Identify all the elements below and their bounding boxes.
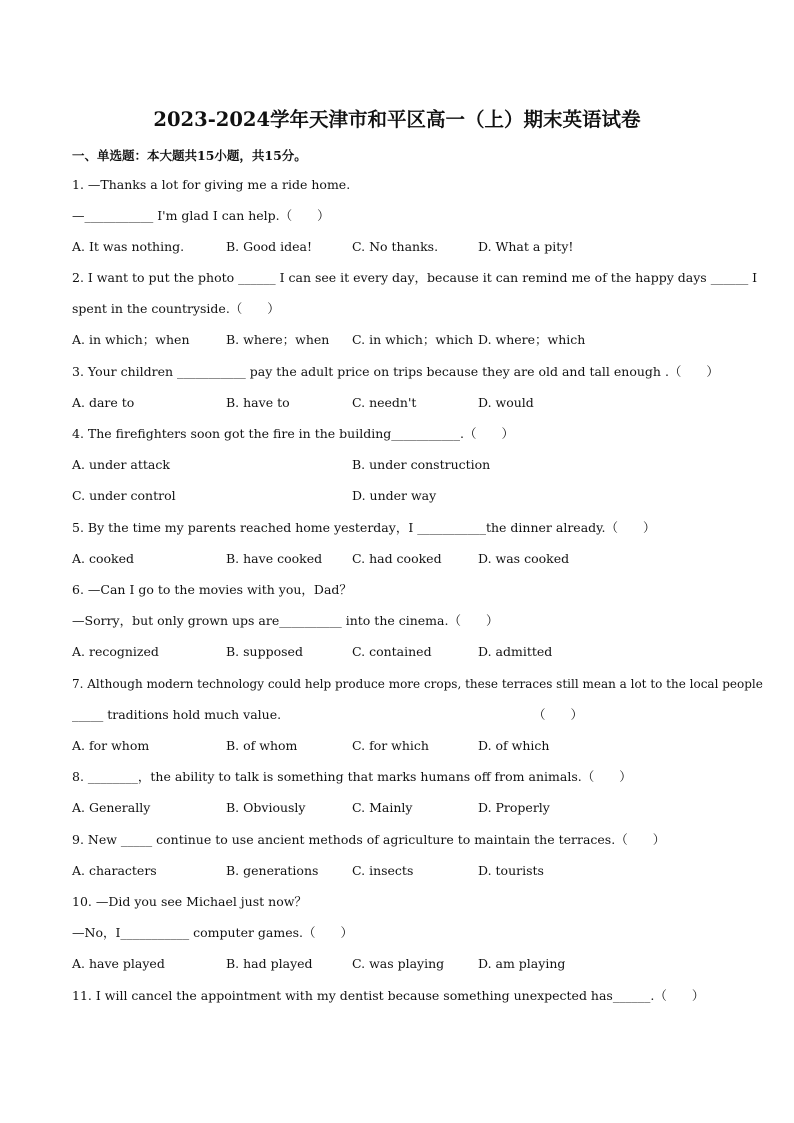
question-7-stem: 7. Although modern technology could help produce more crops, these terraces still mean a lot to the local people [72, 677, 763, 691]
question-3-stem: 3. Your children ___________ pay the adult price on trips because they are old and tall enough .（ ） [72, 364, 719, 379]
q9-option-b: B. generations [226, 863, 319, 878]
q6-option-b: B. supposed [226, 644, 303, 659]
q7-option-c: C. for which [352, 738, 429, 753]
q5-option-b: B. have cooked [226, 551, 323, 566]
question-5-stem: 5. By the time my parents reached home yesterday，I ___________the dinner already.（ ） [72, 520, 656, 535]
q5-option-a: A. cooked [72, 551, 134, 566]
question-6-reply: —Sorry，but only grown ups are__________ into the cinema.（ ） [72, 613, 499, 628]
q2-option-c: C. in which；which [352, 332, 474, 347]
q2-option-a: A. in which；when [72, 332, 190, 347]
question-11-stem: 11. I will cancel the appointment with my dentist because something unexpected has______.（ ） [72, 988, 705, 1003]
q8-option-b: B. Obviously [226, 800, 306, 815]
q8-option-c: C. Mainly [352, 800, 413, 815]
q10-option-b: B. had played [226, 956, 313, 971]
q6-option-c: C. contained [352, 644, 432, 659]
q2-option-d: D. where；which [478, 332, 586, 347]
q6-option-a: A. recognized [72, 644, 159, 659]
question-2-stem-cont: spent in the countryside.（ ） [72, 301, 280, 316]
question-7-answer-paren: （ ） [533, 707, 584, 722]
q4-option-a: A. under attack [72, 457, 170, 472]
question-1-stem: 1. —Thanks a lot for giving me a ride home. [72, 177, 351, 192]
q1-option-a: A. It was nothing. [72, 239, 185, 254]
q7-option-a: A. for whom [72, 738, 150, 753]
q1-option-b: B. Good idea! [226, 239, 313, 254]
q7-option-b: B. of whom [226, 738, 298, 753]
q9-option-c: C. insects [352, 863, 414, 878]
q10-option-d: D. am playing [478, 956, 566, 971]
q9-option-a: A. characters [72, 863, 157, 878]
q9-option-d: D. tourists [478, 863, 544, 878]
question-8-stem: 8. ________，the ability to talk is something that marks humans off from animals.（ ） [72, 769, 632, 784]
q4-option-d: D. under way [352, 488, 437, 503]
q10-option-c: C. was playing [352, 956, 445, 971]
question-2-stem: 2. I want to put the photo ______ I can see it every day，because it can remind me of the happy days ______ I [72, 270, 758, 285]
q10-option-a: A. have played [72, 956, 165, 971]
q8-option-d: D. Properly [478, 800, 550, 815]
q1-option-c: C. No thanks. [352, 239, 439, 254]
q7-option-d: D. of which [478, 738, 550, 753]
q3-option-b: B. have to [226, 395, 290, 410]
q4-option-b: B. under construction [352, 457, 491, 472]
question-7-stem-cont: _____ traditions hold much value. [72, 707, 282, 722]
q6-option-d: D. admitted [478, 644, 553, 659]
q5-option-c: C. had cooked [352, 551, 442, 566]
q4-option-c: C. under control [72, 488, 176, 503]
q3-option-d: D. would [478, 395, 534, 410]
exam-title: 2023-2024学年天津市和平区高一（上）期末英语试卷 [153, 108, 641, 131]
question-6-stem: 6. —Can I go to the movies with you，Dad？ [72, 582, 352, 597]
question-9-stem: 9. New _____ continue to use ancient methods of agriculture to maintain the terraces.（ ） [72, 832, 666, 847]
q2-option-b: B. where；when [226, 332, 330, 347]
q3-option-a: A. dare to [72, 395, 135, 410]
question-1-reply: —___________ I'm glad I can help.（ ） [72, 208, 330, 223]
question-4-stem: 4. The firefighters soon got the fire in the building___________.（ ） [72, 426, 514, 441]
q3-option-c: C. needn't [352, 395, 417, 410]
question-10-stem: 10. —Did you see Michael just now？ [72, 894, 307, 909]
q8-option-a: A. Generally [72, 800, 151, 815]
question-10-reply: —No，I___________ computer games.（ ） [72, 925, 354, 940]
section-heading: 一、单选题：本大题共15小题，共15分。 [72, 148, 307, 163]
q5-option-d: D. was cooked [478, 551, 570, 566]
q1-option-d: D. What a pity! [478, 239, 574, 254]
